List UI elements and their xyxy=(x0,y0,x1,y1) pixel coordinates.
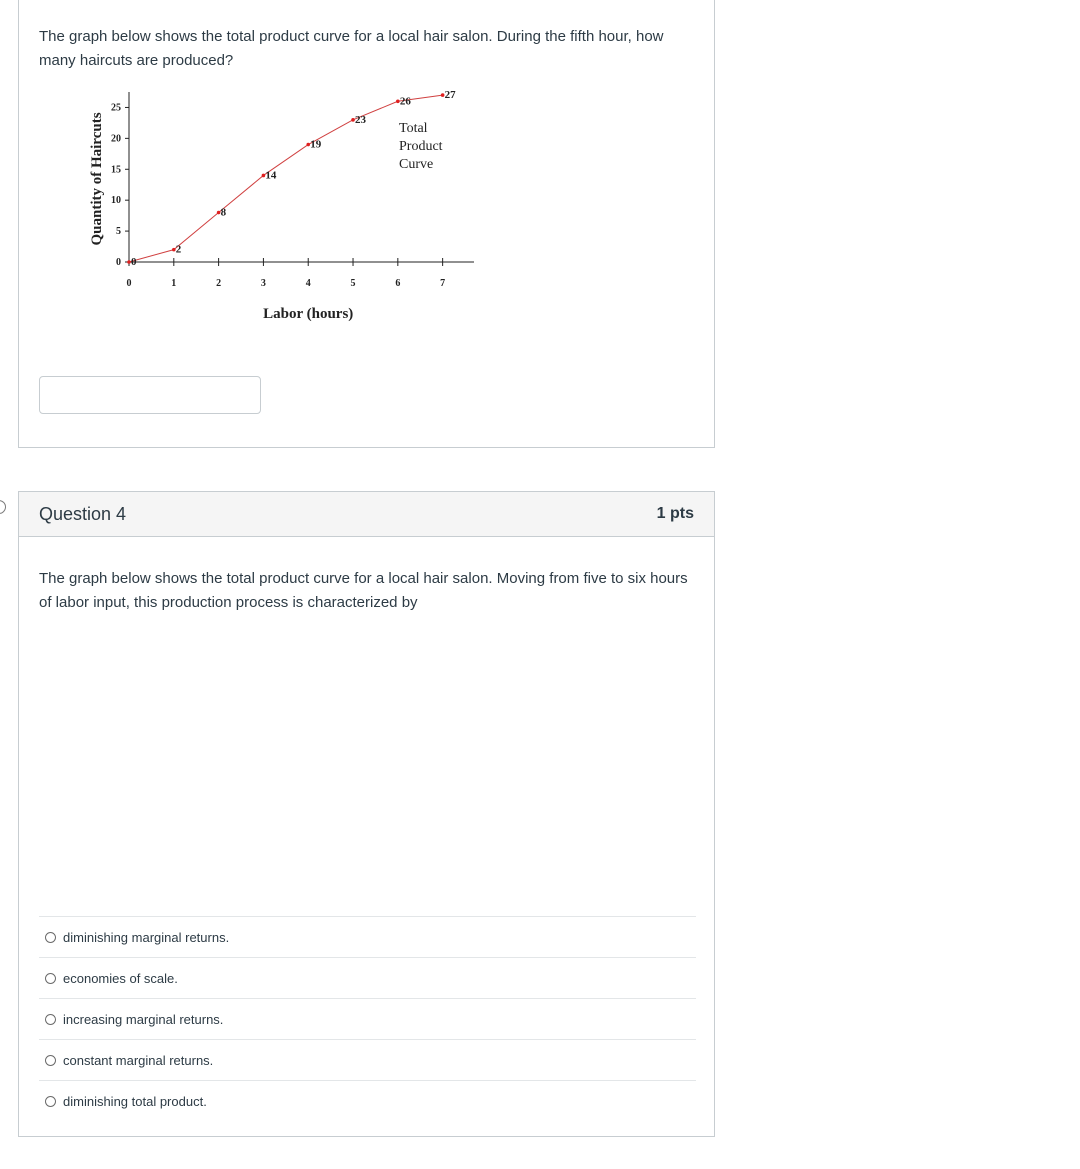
answer-option[interactable] xyxy=(39,1080,696,1121)
radio-icon[interactable] xyxy=(45,1014,56,1025)
data-label: 26 xyxy=(399,95,411,108)
radio-icon[interactable] xyxy=(45,1096,56,1107)
data-label: 8 xyxy=(220,206,227,219)
data-label: 23 xyxy=(355,113,367,126)
x-tick-label: 4 xyxy=(305,278,311,289)
x-tick-label: 1 xyxy=(171,278,177,289)
data-label: 27 xyxy=(444,89,456,102)
answer-options xyxy=(39,916,696,1121)
answer-option[interactable] xyxy=(39,916,696,957)
y-tick-label: 15 xyxy=(111,164,121,176)
total-product-chart-q3 xyxy=(65,82,485,322)
radio-icon[interactable] xyxy=(45,973,56,984)
legend-text: Total xyxy=(399,121,428,136)
question-3-card xyxy=(18,0,715,448)
data-label: 0 xyxy=(131,256,137,268)
answer-label[interactable]: increasing marginal returns. xyxy=(63,1011,224,1027)
total-product-line xyxy=(129,95,443,262)
answer-label[interactable]: constant marginal returns. xyxy=(63,1052,214,1068)
y-tick-label: 20 xyxy=(111,133,121,145)
data-label: 2 xyxy=(175,243,182,256)
x-tick-label: 0 xyxy=(126,278,132,289)
question-title: Question 4 xyxy=(39,504,127,524)
question-points: 1 pts xyxy=(656,505,694,522)
y-axis-label: Quantity of Haircuts xyxy=(89,112,105,246)
data-label: 19 xyxy=(310,138,322,151)
answer-label[interactable]: diminishing marginal returns. xyxy=(63,929,230,945)
chart-svg xyxy=(65,82,485,322)
legend-text: Product xyxy=(399,139,443,154)
question-header xyxy=(19,492,714,537)
x-tick-label: 2 xyxy=(216,278,222,289)
answer-label[interactable]: economies of scale. xyxy=(63,970,178,986)
radio-icon[interactable] xyxy=(45,932,56,943)
answer-option[interactable] xyxy=(39,957,696,998)
answer-option[interactable] xyxy=(39,998,696,1039)
answer-input[interactable] xyxy=(39,376,261,414)
y-tick-label: 10 xyxy=(111,195,121,207)
question-marker-icon xyxy=(0,500,6,514)
data-label: 14 xyxy=(265,169,277,182)
x-tick-label: 7 xyxy=(440,278,446,289)
y-tick-label: 0 xyxy=(116,257,121,268)
question-4-text: The graph below shows the total product curve for a local hair salon. Moving from five to six hours of labor input, this production process is characterized by xyxy=(39,570,688,611)
x-tick-label: 3 xyxy=(260,278,266,289)
x-tick-label: 5 xyxy=(350,278,356,289)
y-tick-label: 25 xyxy=(111,102,121,114)
question-4-card xyxy=(18,491,715,1137)
answer-label[interactable]: diminishing total product. xyxy=(63,1093,207,1109)
legend-text: Curve xyxy=(399,157,434,172)
radio-icon[interactable] xyxy=(45,1055,56,1066)
x-axis-label: Labor (hours) xyxy=(263,306,354,322)
y-tick-label: 5 xyxy=(116,226,121,238)
answer-option[interactable] xyxy=(39,1039,696,1080)
question-3-text: The graph below shows the total product curve for a local hair salon. During the fifth hour, how many haircuts are produced? xyxy=(39,28,664,69)
x-tick-label: 6 xyxy=(395,278,401,289)
